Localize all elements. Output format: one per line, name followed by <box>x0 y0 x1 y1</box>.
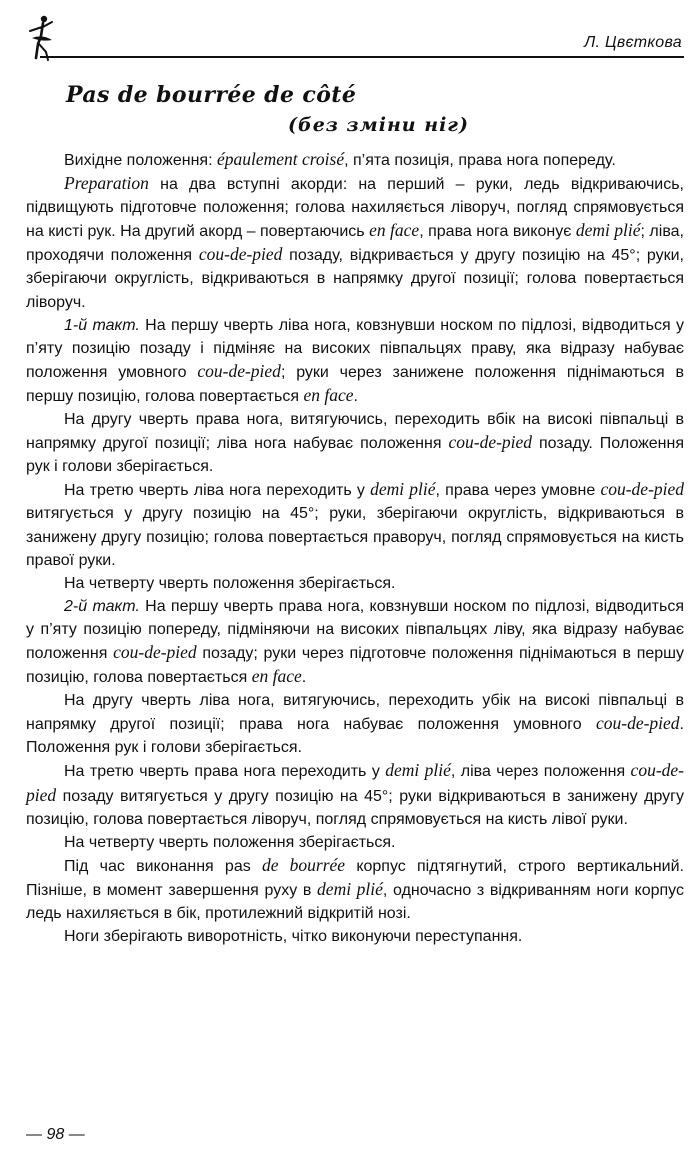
text-run: На третю чверть права нога переходить у <box>64 763 386 781</box>
paragraph <box>26 408 684 478</box>
text-run: . <box>353 387 358 405</box>
text-run: корпус підтягнутий, строго вертикальний. Пізніше, в момент завершення руху в <box>26 857 684 899</box>
text-run: позаду, відкривається у другу позицію на 45°; руки, зберігаючи округлість, відкриваються в напрямку другої позиції; голова повертається ліворуч. <box>26 247 684 311</box>
header-rule <box>40 56 684 58</box>
text-run: позаду; руки через підготовче положення піднімаються в першу позицію, голова повертається <box>26 644 685 687</box>
text-run: . <box>301 669 307 687</box>
emphasis-run: cou-de-pied <box>197 360 281 381</box>
paragraph <box>26 925 684 948</box>
text-run: , права нога виконує <box>419 223 576 241</box>
section-title: Pas de bourrée de côté <box>66 82 357 108</box>
text-run: На четверту чверть положення зберігається. <box>64 574 396 592</box>
text-run: ; ліва, проходячи положення <box>26 223 684 265</box>
paragraph <box>26 831 684 854</box>
paragraph <box>26 172 684 314</box>
text-run: На четверту чверть положення зберігається. <box>64 833 396 851</box>
emphasis-run: 1-й такт. <box>64 316 140 334</box>
header-author: Л. Цвєткова <box>584 34 682 51</box>
emphasis-run: en face <box>303 384 354 405</box>
emphasis-run: 2-й такт. <box>64 597 140 615</box>
paragraph <box>26 478 684 571</box>
emphasis-run: demi plié <box>317 878 383 899</box>
text-run: . Положення рук і голови зберігається. <box>26 716 684 757</box>
paragraph <box>26 595 684 689</box>
dancer-icon <box>24 14 58 66</box>
text-run: На першу чверть права нога, ковзнувши носком по підлозі, відводиться у п’яту позицію попереду, підміняючи на високих півпальцях ліву, яка відразу набуває положення <box>26 597 684 662</box>
text-run: Вихідне положення: <box>64 152 217 169</box>
paragraph <box>26 314 684 408</box>
body-text <box>26 148 684 948</box>
emphasis-run: épaulement croisé <box>216 149 345 169</box>
text-run: , п’ята позиція, права нога попереду. <box>344 152 616 169</box>
paragraph <box>26 759 684 830</box>
emphasis-run: cou-de-pied <box>198 244 283 265</box>
text-run: Ноги зберігають виворотність, чітко виконуючи переступання. <box>64 928 523 946</box>
text-run: ; руки через занижене положення піднімаються в першу позицію, голова повертається <box>26 363 684 405</box>
text-run: , права через умовне <box>435 482 601 500</box>
paragraph <box>26 148 684 172</box>
emphasis-run: de bourrée <box>261 854 346 875</box>
text-run: На другу чверть ліва нога, витягуючись, переходить убік на високі півпальці в напрямку другої позиції; права нога набуває положення умовного <box>26 692 684 734</box>
text-run: позаду витягується у другу позицію на 45°; руки відкриваються в занижену другу позицію, голова повертається ліворуч, погляд спрямовується на кисть лівої руки. <box>26 787 684 828</box>
page-number: — 98 — <box>26 1126 85 1143</box>
emphasis-run: demi plié <box>575 220 641 241</box>
paragraph <box>26 854 684 925</box>
paragraph <box>26 689 684 759</box>
emphasis-run: cou-de-pied <box>600 479 685 500</box>
text-run: , ліва через положення <box>450 763 631 781</box>
text-run: витягується у другу позицію на 45°; руки, зберігаючи округлість, відкриваються в занижену другу позицію; голова повертається праворуч, погляд спрямовується на кисть правої руки. <box>26 505 684 569</box>
emphasis-run: en face <box>251 666 302 687</box>
text-run: На другу чверть права нога, витягуючись, переходить вбік на високі півпальці в напрямку другої позиції; ліва нога набуває положення <box>26 411 684 453</box>
section-subtitle: (без зміни ніг) <box>288 114 469 136</box>
emphasis-run: demi plié <box>385 760 451 781</box>
text-run: , одночасно з відкриванням ноги корпус ледь нахиляється в бік, протилежний відкритій нозі. <box>26 881 684 922</box>
emphasis-run: demi plié <box>370 479 436 500</box>
text-run: Під час виконання pas <box>64 857 262 875</box>
emphasis-run: en face <box>369 220 420 241</box>
text-run: позаду. Положення рук і голови зберігається. <box>26 435 685 476</box>
emphasis-run: cou-de-pied <box>448 432 533 453</box>
text-run: На першу чверть ліва нога, ковзнувши носком по підлозі, відводиться у п’яту позицію позаду і підміняє на високих півпальцях праву, яка відразу набуває положення умовного <box>26 316 684 381</box>
emphasis-run: Preparation <box>64 173 149 194</box>
emphasis-run: cou-de-pied <box>113 641 197 662</box>
emphasis-run: cou-de-pied <box>595 713 680 734</box>
paragraph <box>26 572 684 595</box>
text-run: на два вступні акорди: на перший – руки, ледь відкриваючись, підвищують підготовче положення; голова нахиляється ліворуч, погляд спрямовується на кисті рук. На другий акорд – повертаючись <box>26 176 684 241</box>
emphasis-run: cou-de-pied <box>26 760 684 805</box>
text-run: На третю чверть ліва нога переходить у <box>64 482 371 500</box>
